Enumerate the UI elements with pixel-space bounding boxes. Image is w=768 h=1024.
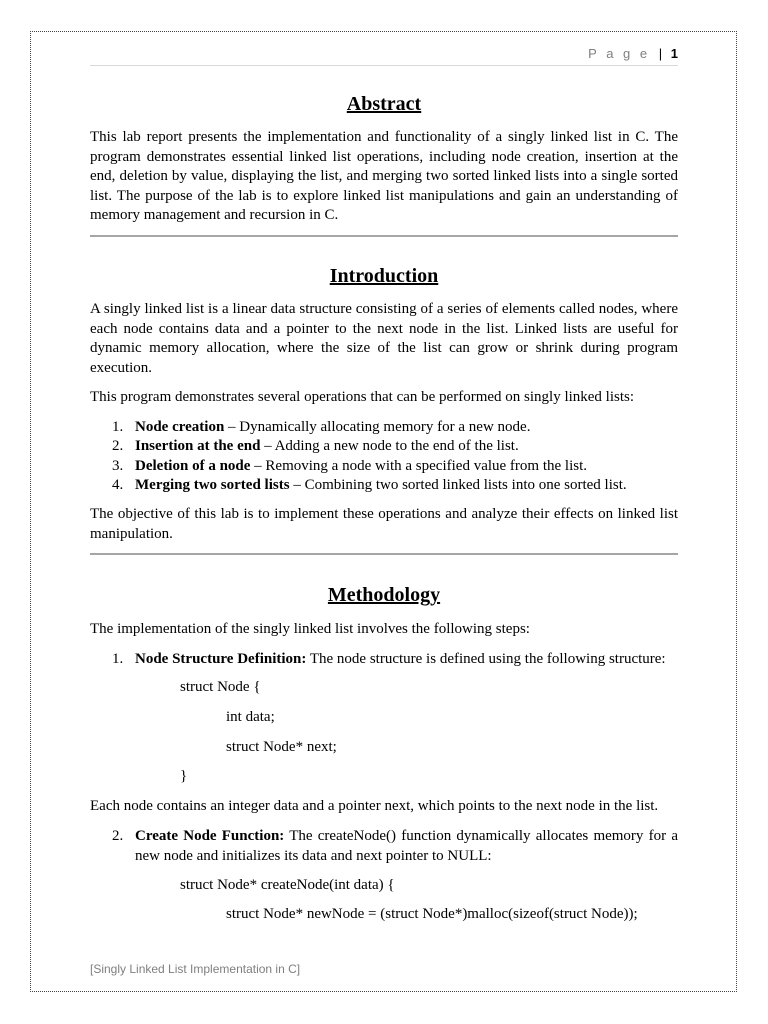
methodology-step-1: 1. Node Structure Definition: The node structure is defined using the following structure:	[112, 651, 666, 667]
introduction-paragraph-3: The objective of this lab is to implement these operations and analyze their effects on linked list manipulation.	[90, 506, 678, 542]
abstract-heading: Abstract	[346, 93, 422, 115]
introduction-paragraph-2: This program demonstrates several operations that can be performed on singly linked lists:	[90, 389, 635, 405]
code-line: int data;	[226, 709, 275, 725]
page-label: P a g e	[588, 46, 651, 61]
section-divider	[90, 553, 678, 555]
code-line: struct Node {	[180, 679, 261, 695]
code-line: struct Node* newNode = (struct Node*)malloc(sizeof(struct Node));	[226, 906, 638, 922]
methodology-intro: The implementation of the singly linked list involves the following steps:	[90, 621, 530, 637]
list-item: 3. Deletion of a node – Removing a node with a specified value from the list.	[112, 457, 588, 474]
operations-list	[90, 418, 678, 495]
introduction-heading: Introduction	[329, 265, 439, 287]
page-footer: [Singly Linked List Implementation in C]	[90, 962, 301, 976]
header-rule	[90, 65, 678, 66]
page-number: 1	[670, 46, 678, 61]
section-divider	[90, 235, 678, 237]
list-item: 1. Node creation – Dynamically allocating memory for a new node.	[112, 419, 531, 435]
methodology-step-2: 2. Create Node Function: The createNode() function dynamically allocates memory for a new node and initializes its data and next pointer to NULL:	[112, 828, 678, 864]
list-item: 4. Merging two sorted lists – Combining two sorted linked lists into one sorted list.	[112, 476, 627, 493]
node-description: Each node contains an integer data and a pointer next, which points to the next node in the list.	[90, 798, 659, 814]
methodology-heading: Methodology	[327, 584, 441, 606]
code-line: struct Node* createNode(int data) {	[180, 877, 395, 893]
page-number-header	[588, 46, 678, 61]
page-separator: |	[658, 46, 663, 61]
introduction-paragraph-1: A singly linked list is a linear data structure consisting of a series of elements called nodes, where each node contains data and a pointer to the next node in the list. Linked lists are useful for dynamic memory allocation, where the size of the list can grow or shrink during program execution.	[90, 301, 678, 376]
abstract-paragraph: This lab report presents the implementation and functionality of a singly linked list in C. The program demonstrates essential linked list operations, including node creation, insertion at the end, deletion by value, displaying the list, and merging two sorted linked lists into a single sorted list. The purpose of the lab is to explore linked list manipulations and gain an understanding of memory management and recursion in C.	[90, 129, 678, 223]
list-item: 2. Insertion at the end – Adding a new node to the end of the list.	[112, 438, 519, 455]
code-line: }	[180, 768, 188, 784]
code-line: struct Node* next;	[226, 739, 337, 755]
